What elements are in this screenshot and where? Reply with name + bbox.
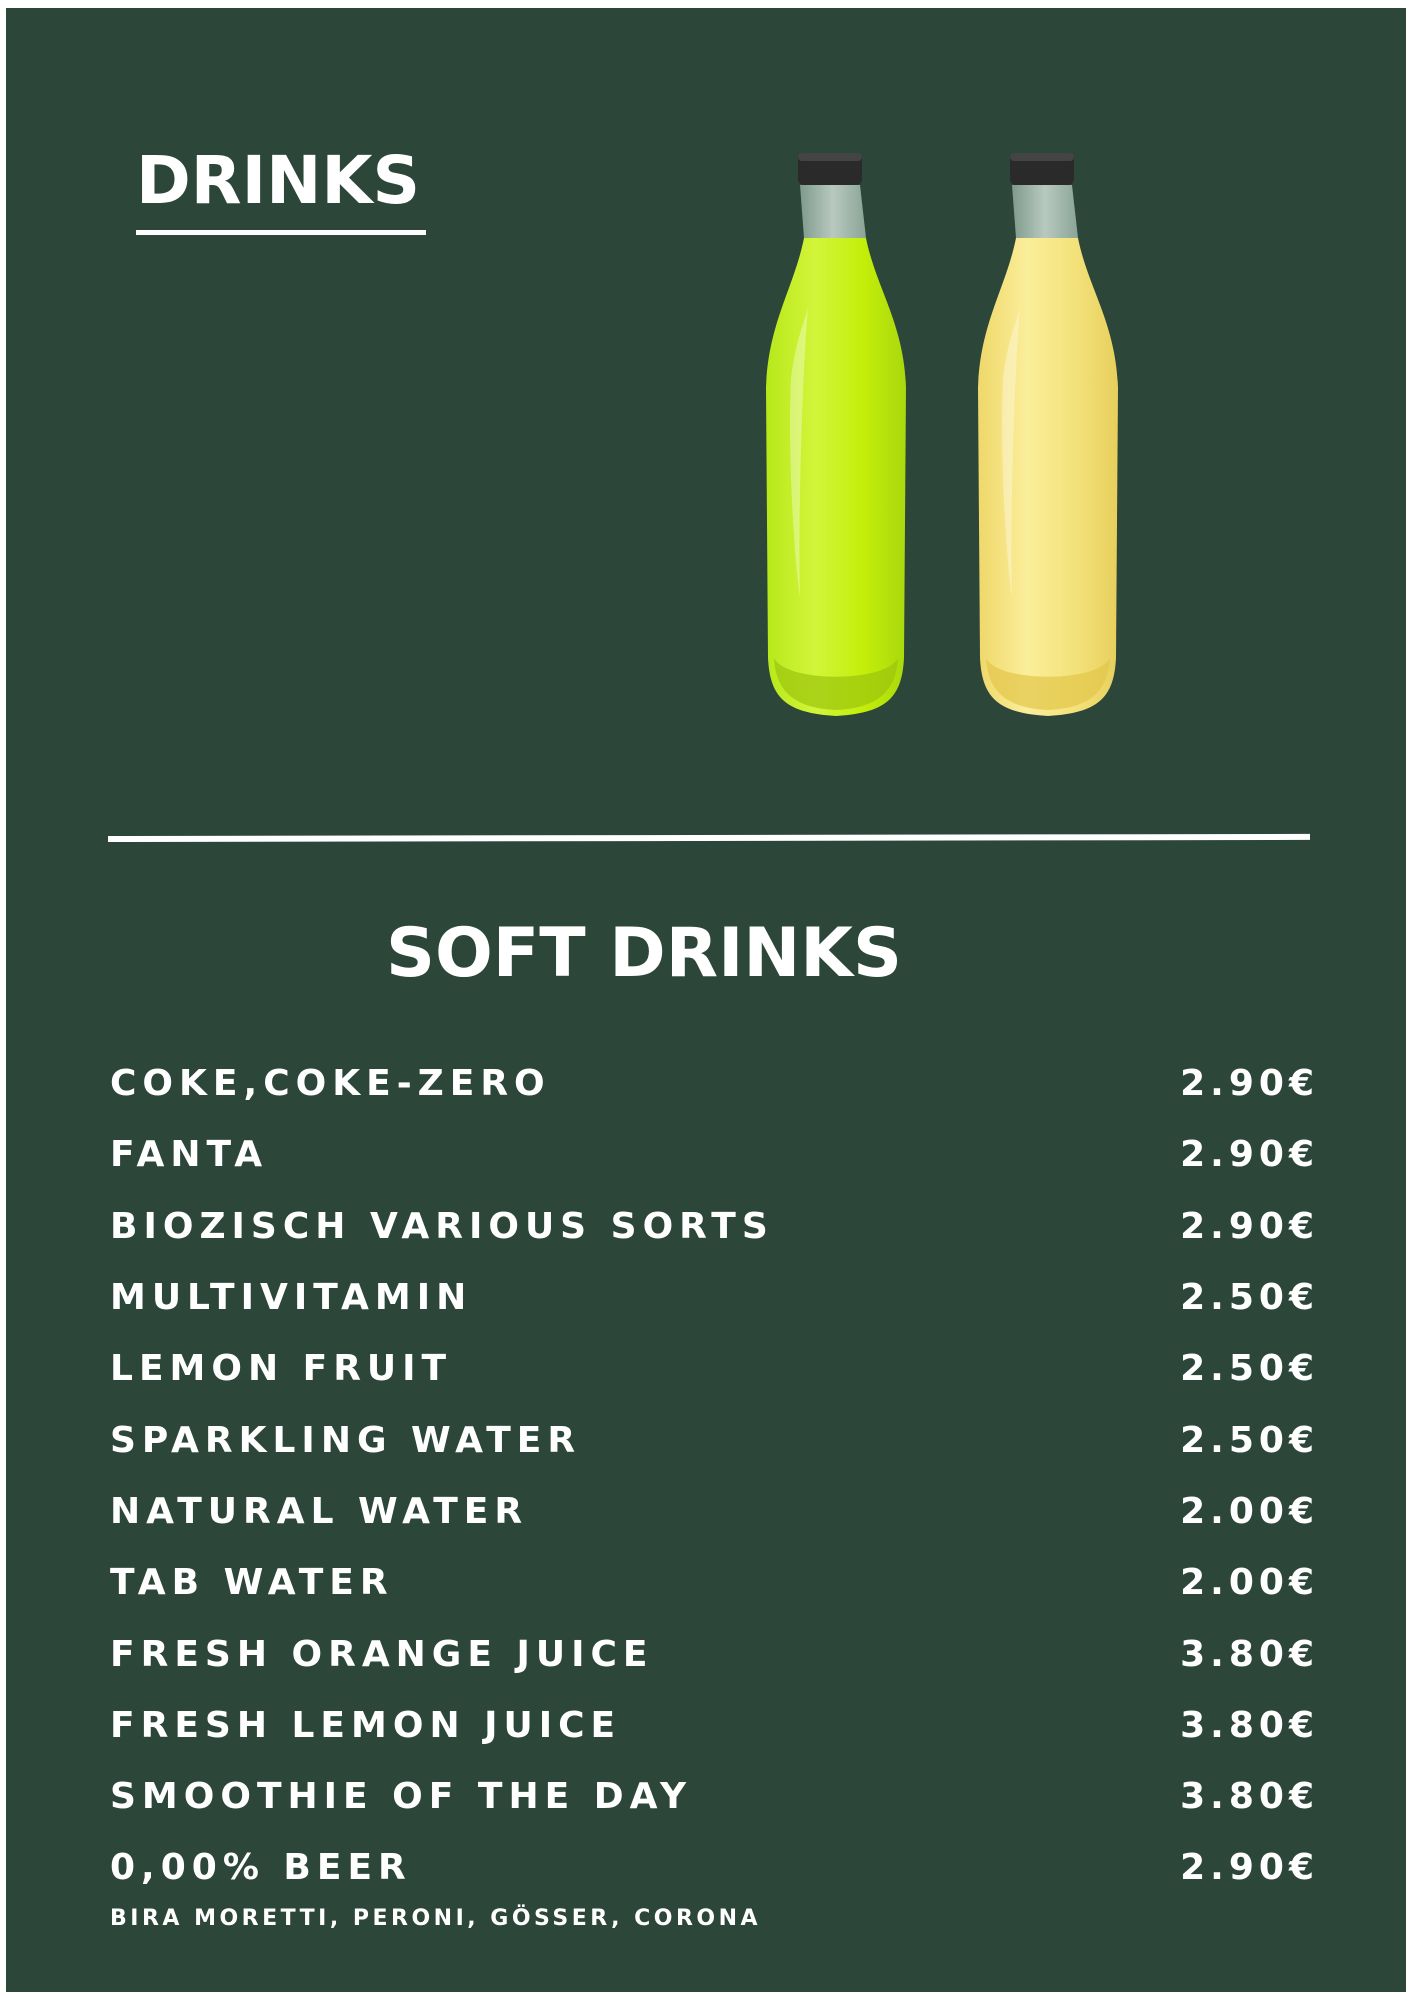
- item-name: LEMON FRUIT: [110, 1348, 453, 1390]
- menu-item: [110, 1618, 1319, 1689]
- item-price: 2.90€: [1180, 1134, 1319, 1176]
- menu-item: [110, 1333, 1319, 1404]
- item-price: 2.90€: [1180, 1205, 1319, 1247]
- bottles-illustration: [736, 138, 1156, 738]
- beer-brands-footnote: BIRA MORETTI, PERONI, GÖSSER, CORONA: [110, 1906, 762, 1931]
- item-price: 3.80€: [1180, 1704, 1319, 1746]
- item-name: FANTA: [110, 1134, 269, 1176]
- page-title: DRINKS: [136, 142, 421, 219]
- menu-list: [110, 1048, 1319, 1904]
- item-price: 2.00€: [1180, 1490, 1319, 1532]
- item-price: 3.80€: [1180, 1633, 1319, 1675]
- menu-item: [110, 1119, 1319, 1190]
- menu-item: [110, 1404, 1319, 1475]
- item-name: NATURAL WATER: [110, 1490, 529, 1532]
- section-divider: [108, 834, 1310, 842]
- menu-item: [110, 1191, 1319, 1262]
- item-price: 2.90€: [1180, 1063, 1319, 1105]
- item-price: 3.80€: [1180, 1776, 1319, 1818]
- menu-item: [110, 1690, 1319, 1761]
- menu-page: [6, 8, 1406, 1992]
- item-name: COKE,COKE-ZERO: [110, 1063, 551, 1105]
- menu-item: [110, 1832, 1319, 1903]
- yellow-bottle-icon: [978, 153, 1118, 716]
- item-price: 2.90€: [1180, 1847, 1319, 1889]
- menu-item: [110, 1048, 1319, 1119]
- item-name: FRESH ORANGE JUICE: [110, 1633, 654, 1675]
- menu-item: [110, 1476, 1319, 1547]
- menu-item: [110, 1262, 1319, 1333]
- item-price: 2.50€: [1180, 1348, 1319, 1390]
- item-name: 0,00% BEER: [110, 1847, 412, 1889]
- item-name: TAB WATER: [110, 1562, 394, 1604]
- menu-item: [110, 1761, 1319, 1832]
- item-price: 2.00€: [1180, 1562, 1319, 1604]
- item-price: 2.50€: [1180, 1277, 1319, 1319]
- green-bottle-icon: [766, 153, 906, 716]
- item-name: FRESH LEMON JUICE: [110, 1704, 622, 1746]
- item-name: BIOZISCH VARIOUS SORTS: [110, 1205, 774, 1247]
- menu-item: [110, 1547, 1319, 1618]
- title-underline: [136, 230, 426, 235]
- item-name: MULTIVITAMIN: [110, 1277, 473, 1319]
- item-name: SMOOTHIE OF THE DAY: [110, 1776, 693, 1818]
- item-name: SPARKLING WATER: [110, 1419, 582, 1461]
- section-title: SOFT DRINKS: [386, 914, 902, 993]
- item-price: 2.50€: [1180, 1419, 1319, 1461]
